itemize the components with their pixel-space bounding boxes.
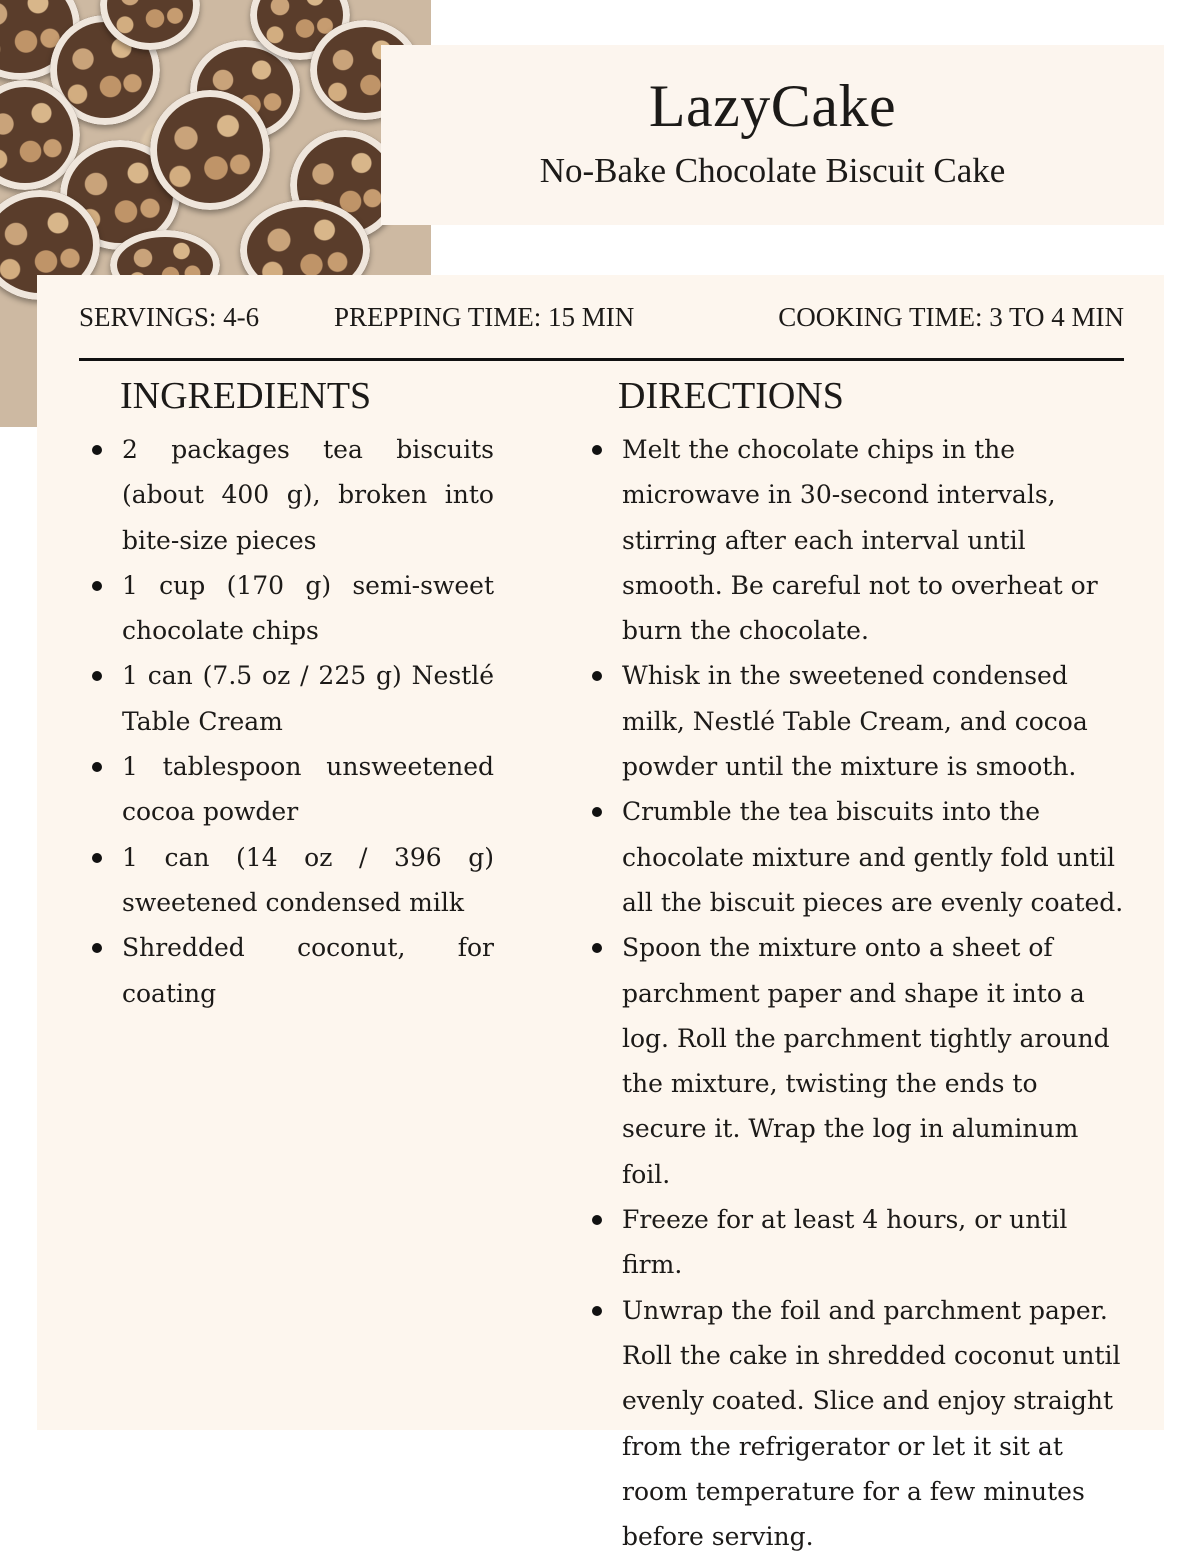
ingredient-text: Shredded coconut, for coating xyxy=(122,933,494,1008)
ingredient-text: 1 cup (170 g) semi-sweet chocolate chips xyxy=(122,570,494,646)
directions-section xyxy=(582,373,1127,1559)
bullet-icon xyxy=(92,943,102,953)
prep-time: PREPPING TIME: 15 MIN xyxy=(334,302,635,332)
ingredients-list xyxy=(82,427,494,1016)
cake-slice xyxy=(150,90,270,210)
ingredients-section xyxy=(82,373,494,1016)
ingredient-item xyxy=(82,427,494,563)
bullet-icon xyxy=(92,671,102,681)
direction-step xyxy=(582,1288,1127,1559)
bullet-icon xyxy=(592,671,602,681)
direction-step xyxy=(582,925,1127,1197)
bullet-icon xyxy=(92,445,102,455)
servings: SERVINGS: 4-6 xyxy=(79,302,260,332)
recipe-card xyxy=(37,275,1164,1552)
divider xyxy=(79,358,1124,361)
direction-step xyxy=(582,789,1127,925)
ingredient-text: 2 packages tea biscuits (about 400 g), broken into bite-size pieces xyxy=(122,435,494,555)
recipe-meta xyxy=(79,297,1124,337)
ingredient-item xyxy=(82,835,494,926)
directions-heading: DIRECTIONS xyxy=(618,375,844,417)
bullet-icon xyxy=(592,445,602,455)
ingredient-text: 1 can (14 oz / 396 g) sweetened condensed milk xyxy=(122,842,494,917)
ingredient-item xyxy=(82,653,494,744)
bullet-icon xyxy=(592,943,602,953)
ingredient-item xyxy=(82,563,494,654)
bullet-icon xyxy=(592,1215,602,1225)
bullet-icon xyxy=(92,762,102,772)
direction-text: Unwrap the foil and parchment paper. Roll the cake in shredded coconut until evenly coated. Slice and enjoy straight from the refrigerator or let it sit at room temperature for a few minutes before serving. xyxy=(622,1295,1121,1552)
direction-step xyxy=(582,653,1127,789)
bullet-icon xyxy=(92,853,102,863)
ingredient-item xyxy=(82,744,494,835)
direction-text: Freeze for at least 4 hours, or until firm. xyxy=(622,1205,1068,1280)
direction-step xyxy=(582,1197,1127,1288)
title-box xyxy=(381,45,1164,225)
bullet-icon xyxy=(92,581,102,591)
direction-text: Whisk in the sweetened condensed milk, Nestlé Table Cream, and cocoa powder until the mixture is smooth. xyxy=(622,661,1088,782)
bullet-icon xyxy=(592,807,602,817)
ingredient-text: 1 tablespoon unsweetened cocoa powder xyxy=(122,752,494,827)
ingredient-item xyxy=(82,925,494,1016)
direction-step xyxy=(582,427,1127,653)
direction-text: Crumble the tea biscuits into the chocolate mixture and gently fold until all the biscuit pieces are evenly coated. xyxy=(622,797,1124,917)
directions-list xyxy=(582,427,1127,1559)
ingredients-heading: INGREDIENTS xyxy=(120,375,372,417)
bullet-icon xyxy=(592,1306,602,1316)
ingredient-text: 1 can (7.5 oz / 225 g) Nestlé Table Cream xyxy=(122,661,494,736)
recipe-title: LazyCake xyxy=(648,73,897,139)
direction-text: Melt the chocolate chips in the microwave in 30-second intervals, stirring after each interval until smooth. Be careful not to overheat or burn the chocolate. xyxy=(622,435,1098,646)
recipe-subtitle: No-Bake Chocolate Biscuit Cake xyxy=(539,151,1006,190)
cook-time: COOKING TIME: 3 TO 4 MIN xyxy=(778,302,1124,332)
direction-text: Spoon the mixture onto a sheet of parchment paper and shape it into a log. Roll the parchment tightly around the mixture, twisting the ends to secure it. Wrap the log in aluminum foil. xyxy=(622,933,1110,1189)
